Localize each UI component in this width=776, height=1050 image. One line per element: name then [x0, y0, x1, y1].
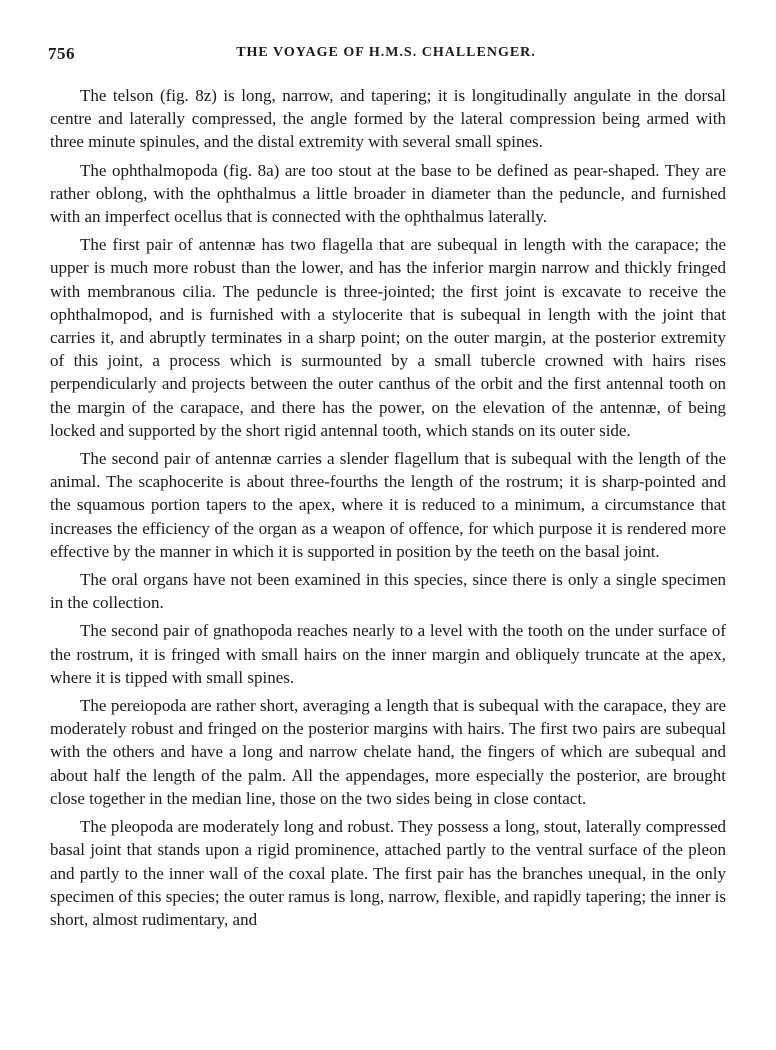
paragraph-second-antennae: The second pair of antennæ carries a slender flagellum that is subequal with the length of the animal. The scaphocerite is about three-fourths the length of the rostrum; it is sharp-pointed and the squamous portion tapers to the apex, where it is reduced to a minimum, a circumstance that increases the efficiency of the organ as a weapon of offence, for which purpose it is rendered more effective by the manner in which it is supported in position by the teeth on the basal joint. — [50, 449, 726, 561]
paragraph-pereiopoda: The pereiopoda are rather short, averaging a length that is subequal with the carapace, they are moderately robust and fringed on the posterior margins with hairs. The first two pairs are subequal with the others and have a long and narrow chelate hand, the fingers of which are subequal and about half the length of the palm. All the appendages, more especially the posterior, are brought close together in the median line, those on the two sides being in close contact. — [50, 696, 726, 808]
page-number: 756 — [48, 44, 75, 63]
paragraph-gnathopoda: The second pair of gnathopoda reaches nearly to a level with the tooth on the under surface of the rostrum, it is fringed with small hairs on the inner margin and obliquely truncate at the apex, where it is tipped with small spines. — [50, 621, 726, 687]
paragraph-ophthalmopoda: The ophthalmopoda (fig. 8a) are too stout at the base to be defined as pear-shaped. They are rather oblong, with the ophthalmus a little broader in diameter than the peduncle, and furnished with an imperfect ocellus that is connected with the ophthalmus laterally. — [50, 160, 726, 227]
paragraph-oral-organs: The oral organs have not been examined in this species, since there is only a single specimen in the collection. — [50, 570, 726, 613]
running-title: THE VOYAGE OF H.M.S. CHALLENGER. — [236, 45, 536, 60]
page-header — [48, 44, 724, 68]
body-text — [50, 84, 726, 936]
paragraph-pleopoda: The pleopoda are moderately long and robust. They possess a long, stout, laterally compressed basal joint that stands upon a rigid prominence, attached partly to the ventral surface of the pleon and partly to the inner wall of the coxal plate. The first pair has the branches unequal, in the only specimen of this species; the outer ramus is long, narrow, flexible, and rapidly tapering; the inner is short, almost rudimentary, and — [50, 817, 726, 929]
paragraph-first-antennae: The first pair of antennæ has two flagella that are subequal in length with the carapace; the upper is much more robust than the lower, and has the inferior margin narrow and thickly fringed with membranous cilia. The peduncle is three-jointed; the first joint is excavate to receive the ophthalmopod, and is furnished with a stylocerite that is subequal in length with the joint that carries it, and abruptly terminates in a sharp point; on the outer margin, at the posterior extremity of this joint, a process which is surmounted by a small tubercle crowned with hairs rises perpendicularly and projects between the outer canthus of the orbit and the first antennal tooth on the margin of the carapace, and there has the power, on the elevation of the antennæ, of being locked and supported by the short rigid antennal tooth, which stands on its outer side. — [50, 235, 726, 440]
paragraph-telson: The telson (fig. 8z) is long, narrow, and tapering; it is longitudinally angulate in the dorsal centre and laterally compressed, the angle formed by the lateral compression being armed with three minute spinules, and the distal extremity with several small spines. — [50, 86, 726, 152]
